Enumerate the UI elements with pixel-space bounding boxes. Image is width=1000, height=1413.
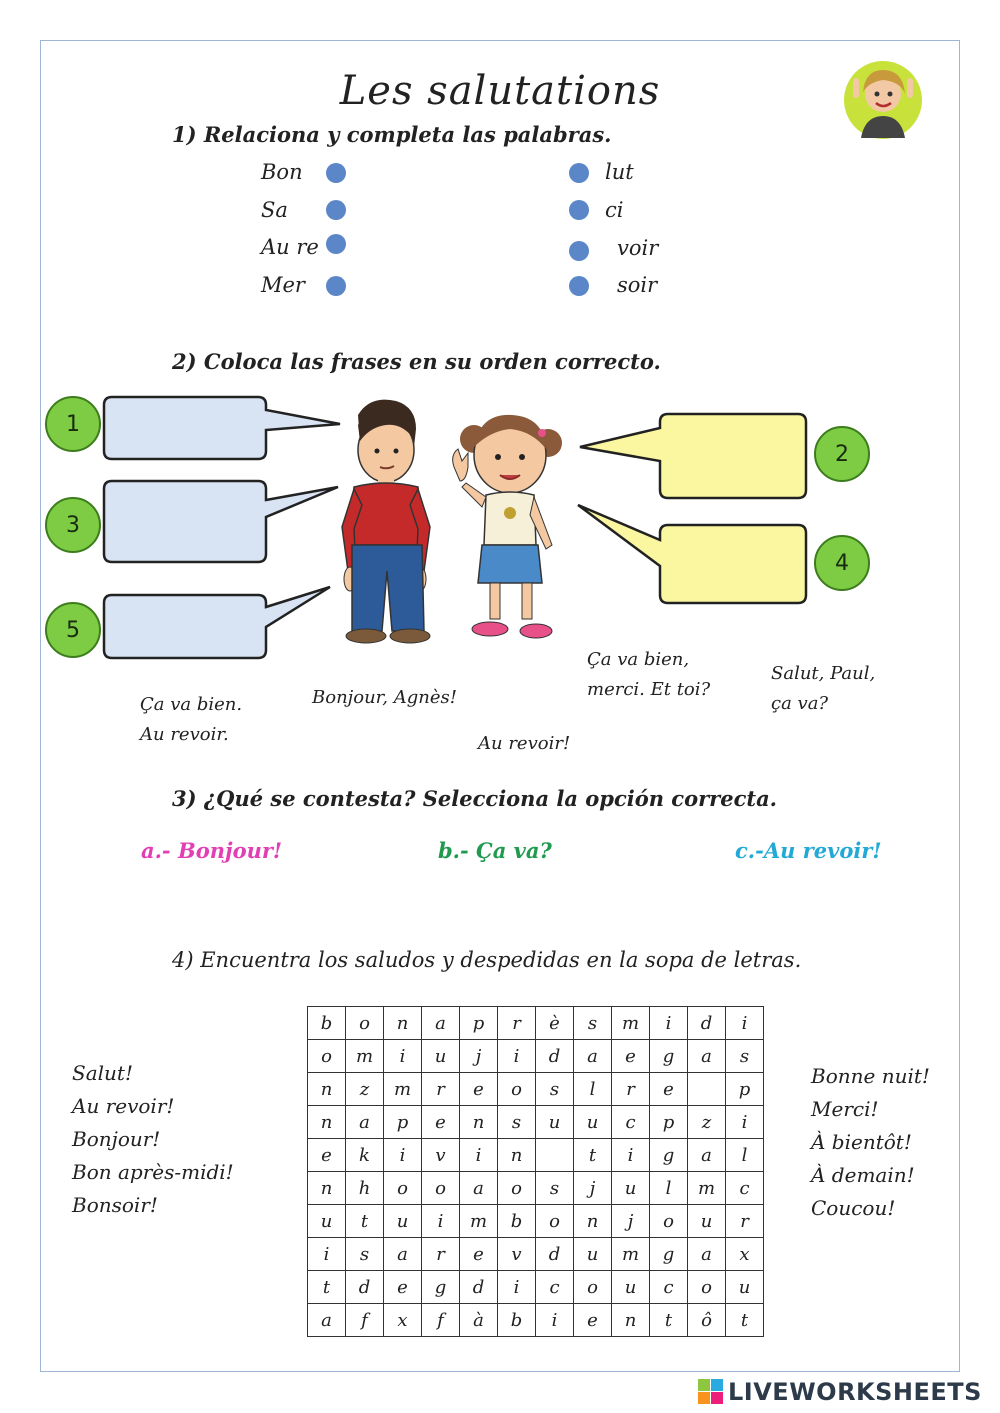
phrase-line: ça va? xyxy=(771,693,829,714)
grid-cell[interactable]: o xyxy=(536,1205,574,1238)
grid-cell[interactable]: r xyxy=(726,1205,764,1238)
grid-cell[interactable]: o xyxy=(384,1172,422,1205)
grid-cell[interactable]: o xyxy=(688,1271,726,1304)
grid-cell[interactable]: n xyxy=(384,1007,422,1040)
liveworksheets-logo xyxy=(698,1378,982,1406)
page-title: Les salutations xyxy=(339,68,661,114)
grid-cell[interactable]: i xyxy=(726,1007,764,1040)
grid-cell[interactable]: a xyxy=(308,1304,346,1337)
grid-cell[interactable]: o xyxy=(308,1040,346,1073)
grid-cell[interactable]: f xyxy=(346,1304,384,1337)
grid-cell[interactable]: n xyxy=(460,1106,498,1139)
grid-cell[interactable]: s xyxy=(346,1238,384,1271)
grid-cell[interactable]: m xyxy=(612,1238,650,1271)
word-search-grid[interactable] xyxy=(307,1006,764,1337)
right-syllable: lut xyxy=(605,160,634,184)
grid-cell[interactable]: r xyxy=(612,1073,650,1106)
grid-cell[interactable]: o xyxy=(574,1271,612,1304)
grid-cell[interactable]: u xyxy=(726,1271,764,1304)
grid-cell[interactable]: o xyxy=(346,1007,384,1040)
grid-cell[interactable]: a xyxy=(688,1040,726,1073)
grid-cell[interactable]: p xyxy=(726,1073,764,1106)
grid-cell[interactable]: g xyxy=(650,1238,688,1271)
grid-cell[interactable]: j xyxy=(460,1040,498,1073)
grid-cell[interactable]: m xyxy=(346,1040,384,1073)
left-syllable: Bon xyxy=(261,160,303,184)
grid-cell[interactable]: x xyxy=(726,1238,764,1271)
grid-cell[interactable]: d xyxy=(460,1271,498,1304)
grid-cell[interactable]: r xyxy=(422,1073,460,1106)
grid-cell[interactable]: z xyxy=(346,1073,384,1106)
grid-cell[interactable]: s xyxy=(726,1040,764,1073)
grid-row xyxy=(308,1271,764,1304)
grid-cell[interactable]: j xyxy=(612,1205,650,1238)
word-item: Coucou! xyxy=(811,1196,896,1220)
word-list-right xyxy=(811,1060,930,1225)
grid-cell[interactable]: ô xyxy=(688,1304,726,1337)
word-item: À bientôt! xyxy=(811,1130,912,1154)
grid-cell[interactable]: i xyxy=(536,1304,574,1337)
phrase-au-revoir[interactable]: Au revoir! xyxy=(478,733,571,754)
grid-cell[interactable]: n xyxy=(308,1073,346,1106)
grid-cell[interactable]: l xyxy=(726,1139,764,1172)
grid-row xyxy=(308,1007,764,1040)
grid-cell[interactable]: e xyxy=(612,1040,650,1073)
word-item: À demain! xyxy=(811,1163,915,1187)
grid-row xyxy=(308,1205,764,1238)
grid-cell[interactable]: i xyxy=(498,1040,536,1073)
grid-cell[interactable]: n xyxy=(308,1106,346,1139)
word-item: Salut! xyxy=(72,1061,133,1085)
number-circle-2: 2 xyxy=(814,426,870,482)
grid-cell[interactable]: i xyxy=(384,1040,422,1073)
grid-row xyxy=(308,1304,764,1337)
right-syllable: soir xyxy=(617,273,658,297)
grid-cell[interactable]: p xyxy=(650,1106,688,1139)
grid-cell[interactable]: a xyxy=(688,1139,726,1172)
grid-cell[interactable]: c xyxy=(650,1271,688,1304)
girl-bubble-2 xyxy=(580,414,806,498)
grid-cell[interactable]: d xyxy=(688,1007,726,1040)
grid-row xyxy=(308,1040,764,1073)
grid-cell[interactable]: u xyxy=(536,1106,574,1139)
grid-cell[interactable]: e xyxy=(384,1271,422,1304)
grid-cell[interactable]: u xyxy=(612,1271,650,1304)
match-dot-right[interactable] xyxy=(569,163,589,183)
option-a[interactable]: a.- Bonjour! xyxy=(141,838,283,863)
number-circle-3: 3 xyxy=(45,497,101,553)
grid-cell[interactable]: e xyxy=(422,1106,460,1139)
phrase-ca-va-bien-au-revoir[interactable] xyxy=(140,690,242,750)
grid-cell[interactable]: e xyxy=(650,1073,688,1106)
grid-cell[interactable]: i xyxy=(612,1139,650,1172)
match-dot-left[interactable] xyxy=(326,234,346,254)
word-item: Bonne nuit! xyxy=(811,1064,930,1088)
grid-cell[interactable]: d xyxy=(536,1238,574,1271)
grid-cell[interactable]: i xyxy=(460,1139,498,1172)
right-syllable: ci xyxy=(605,198,624,222)
word-item: Bonjour! xyxy=(72,1127,161,1151)
match-dot-right[interactable] xyxy=(569,241,589,261)
phrase-line: Au revoir. xyxy=(140,724,229,745)
grid-cell[interactable]: i xyxy=(726,1106,764,1139)
word-item: Au revoir! xyxy=(72,1094,175,1118)
grid-cell[interactable]: b xyxy=(498,1205,536,1238)
grid-cell[interactable]: o xyxy=(498,1073,536,1106)
grid-cell[interactable]: u xyxy=(422,1040,460,1073)
grid-cell[interactable]: m xyxy=(688,1172,726,1205)
grid-row xyxy=(308,1073,764,1106)
word-item: Merci! xyxy=(811,1097,879,1121)
left-syllable: Mer xyxy=(261,273,305,297)
grid-cell[interactable]: o xyxy=(422,1172,460,1205)
grid-cell[interactable]: e xyxy=(460,1073,498,1106)
grid-cell[interactable]: k xyxy=(346,1139,384,1172)
grid-cell[interactable]: è xyxy=(536,1007,574,1040)
grid-cell[interactable]: n xyxy=(612,1304,650,1337)
grid-cell[interactable] xyxy=(536,1139,574,1172)
grid-cell[interactable]: n xyxy=(498,1139,536,1172)
grid-cell[interactable]: g xyxy=(422,1271,460,1304)
number-circle-1: 1 xyxy=(45,396,101,452)
phrase-line: Ça va bien, xyxy=(587,649,690,670)
grid-cell[interactable] xyxy=(688,1073,726,1106)
phrase-salut-paul[interactable] xyxy=(771,659,875,719)
grid-cell[interactable]: u xyxy=(384,1205,422,1238)
grid-cell[interactable]: g xyxy=(650,1040,688,1073)
grid-cell[interactable]: i xyxy=(498,1271,536,1304)
grid-row xyxy=(308,1139,764,1172)
grid-cell[interactable]: f xyxy=(422,1304,460,1337)
option-c[interactable]: c.-Au revoir! xyxy=(735,838,882,863)
grid-cell[interactable]: d xyxy=(346,1271,384,1304)
grid-cell[interactable]: c xyxy=(612,1106,650,1139)
grid-cell[interactable]: t xyxy=(308,1271,346,1304)
grid-cell[interactable]: p xyxy=(384,1106,422,1139)
grid-cell[interactable]: r xyxy=(498,1007,536,1040)
right-syllable: voir xyxy=(617,236,659,260)
grid-cell[interactable]: s xyxy=(536,1073,574,1106)
girl-bubble-4 xyxy=(578,505,806,603)
match-dot-right[interactable] xyxy=(569,276,589,296)
phrase-bonjour-agnes[interactable]: Bonjour, Agnès! xyxy=(312,687,457,708)
grid-cell[interactable]: r xyxy=(422,1238,460,1271)
grid-cell[interactable]: a xyxy=(422,1007,460,1040)
grid-row xyxy=(308,1106,764,1139)
grid-cell[interactable]: l xyxy=(574,1073,612,1106)
grid-cell[interactable]: l xyxy=(650,1172,688,1205)
boy-illustration xyxy=(330,395,440,650)
grid-cell[interactable]: c xyxy=(726,1172,764,1205)
grid-cell[interactable]: o xyxy=(498,1172,536,1205)
grid-cell[interactable]: i xyxy=(650,1007,688,1040)
grid-cell[interactable]: s xyxy=(498,1106,536,1139)
grid-cell[interactable]: t xyxy=(346,1205,384,1238)
girl-illustration xyxy=(440,405,570,650)
match-dot-left[interactable] xyxy=(326,200,346,220)
grid-cell[interactable]: a xyxy=(384,1238,422,1271)
section4-heading: 4) Encuentra los saludos y despedidas en la sopa de letras. xyxy=(172,948,802,972)
option-b[interactable]: b.- Ça va? xyxy=(438,838,552,863)
grid-cell[interactable]: o xyxy=(650,1205,688,1238)
grid-cell[interactable]: b xyxy=(498,1304,536,1337)
logo-icon xyxy=(698,1379,724,1405)
word-list-left xyxy=(72,1057,234,1222)
grid-cell[interactable]: b xyxy=(308,1007,346,1040)
grid-cell[interactable]: i xyxy=(308,1238,346,1271)
phrase-line: merci. Et toi? xyxy=(587,679,711,700)
boy-bubble-1 xyxy=(104,397,340,459)
grid-cell[interactable]: s xyxy=(574,1007,612,1040)
grid-cell[interactable]: x xyxy=(384,1304,422,1337)
grid-cell[interactable]: e xyxy=(308,1139,346,1172)
grid-cell[interactable]: i xyxy=(422,1205,460,1238)
grid-cell[interactable]: d xyxy=(536,1040,574,1073)
grid-row xyxy=(308,1172,764,1205)
word-item: Bonsoir! xyxy=(72,1193,158,1217)
logo-text: LIVEWORKSHEETS xyxy=(728,1378,982,1406)
grid-cell[interactable]: u xyxy=(574,1238,612,1271)
grid-cell[interactable]: g xyxy=(650,1139,688,1172)
grid-cell[interactable]: m xyxy=(384,1073,422,1106)
phrase-line: Ça va bien. xyxy=(140,694,243,715)
grid-cell[interactable]: à xyxy=(460,1304,498,1337)
match-dot-right[interactable] xyxy=(569,200,589,220)
grid-cell[interactable]: u xyxy=(308,1205,346,1238)
grid-cell[interactable]: j xyxy=(574,1172,612,1205)
left-syllable: Au re xyxy=(261,235,319,259)
boy-bubble-5 xyxy=(104,587,330,658)
phrase-ca-va-bien-merci[interactable] xyxy=(587,645,710,705)
grid-cell[interactable]: a xyxy=(346,1106,384,1139)
grid-cell[interactable]: n xyxy=(574,1205,612,1238)
grid-cell[interactable]: h xyxy=(346,1172,384,1205)
number-circle-5: 5 xyxy=(45,602,101,658)
grid-cell[interactable]: s xyxy=(536,1172,574,1205)
grid-cell[interactable]: t xyxy=(574,1139,612,1172)
grid-row xyxy=(308,1238,764,1271)
grid-cell[interactable]: v xyxy=(498,1238,536,1271)
section1-heading: 1) Relaciona y completa las palabras. xyxy=(172,122,612,147)
grid-cell[interactable]: p xyxy=(460,1007,498,1040)
match-dot-left[interactable] xyxy=(326,163,346,183)
grid-cell[interactable]: n xyxy=(308,1172,346,1205)
grid-cell[interactable]: m xyxy=(612,1007,650,1040)
grid-cell[interactable]: u xyxy=(612,1172,650,1205)
boy-bubble-3 xyxy=(104,481,338,562)
grid-cell[interactable]: i xyxy=(384,1139,422,1172)
phrase-line: Salut, Paul, xyxy=(771,663,876,684)
grid-cell[interactable]: v xyxy=(422,1139,460,1172)
grid-cell[interactable]: e xyxy=(574,1304,612,1337)
match-dot-left[interactable] xyxy=(326,276,346,296)
word-item: Bon après-midi! xyxy=(72,1160,234,1184)
number-circle-4: 4 xyxy=(814,535,870,591)
grid-cell[interactable]: e xyxy=(460,1238,498,1271)
grid-cell[interactable]: t xyxy=(726,1304,764,1337)
grid-cell[interactable]: t xyxy=(650,1304,688,1337)
grid-cell[interactable]: a xyxy=(460,1172,498,1205)
grid-cell[interactable]: u xyxy=(688,1205,726,1238)
grid-cell[interactable]: c xyxy=(536,1271,574,1304)
grid-cell[interactable]: m xyxy=(460,1205,498,1238)
grid-cell[interactable]: u xyxy=(574,1106,612,1139)
left-syllable: Sa xyxy=(261,198,288,222)
grid-cell[interactable]: a xyxy=(574,1040,612,1073)
section2-heading: 2) Coloca las frases en su orden correcto. xyxy=(172,349,661,374)
grid-cell[interactable]: z xyxy=(688,1106,726,1139)
section3-heading: 3) ¿Qué se contesta? Selecciona la opción correcta. xyxy=(172,786,777,811)
grid-cell[interactable]: a xyxy=(688,1238,726,1271)
